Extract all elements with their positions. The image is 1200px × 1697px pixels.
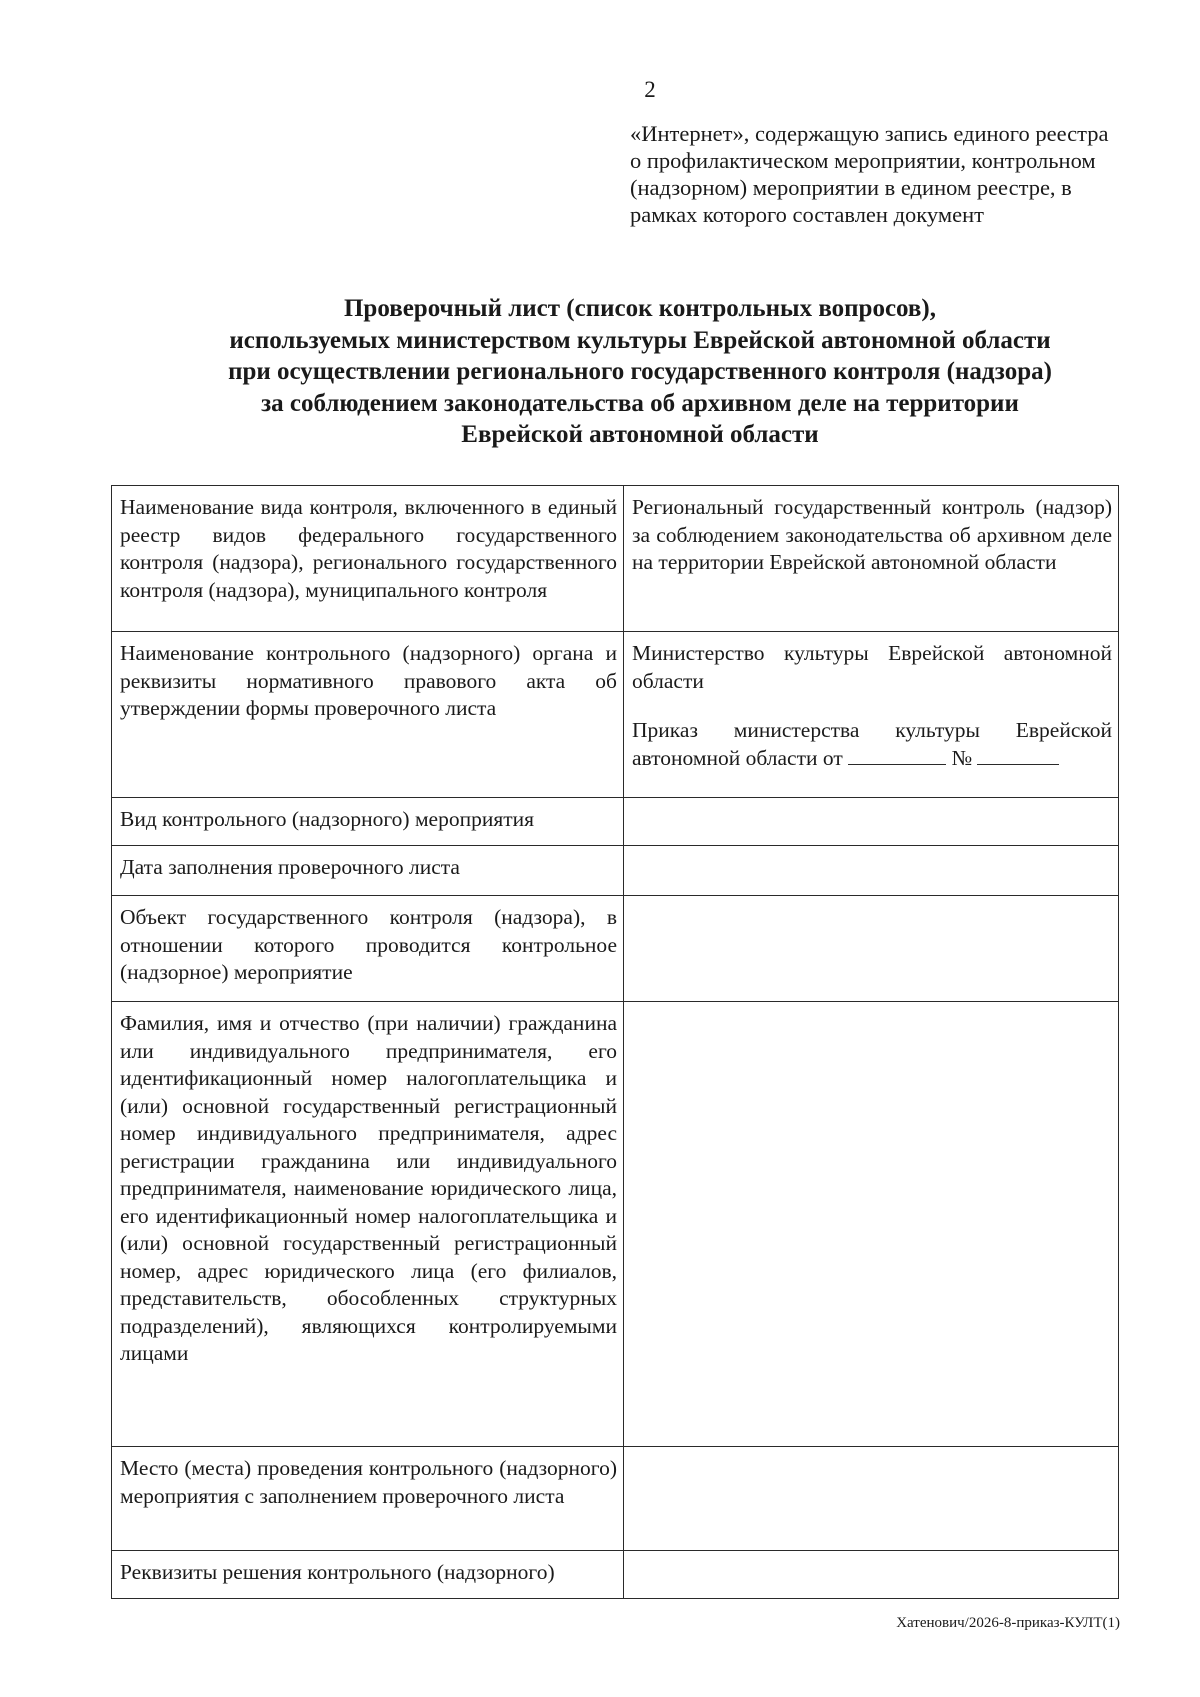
order-text: Приказ министерства культуры Еврейской автономной области от bbox=[632, 718, 1112, 770]
row-label-control-object: Объект государственного контроля (надзора), в отношении которого проводится контрольное (надзорное) мероприятие bbox=[112, 896, 624, 1002]
row-label-fill-date: Дата заполнения проверочного листа bbox=[112, 846, 624, 896]
footer-document-code: Хатенович/2026-8-приказ-КУЛТ(1) bbox=[896, 1615, 1120, 1631]
row-value-control-type: Региональный государственный контроль (надзор) за соблюдением законодательства об архивном деле на территории Еврейской автономной области bbox=[624, 486, 1119, 632]
row-label-event-type: Вид контрольного (надзорного) мероприятия bbox=[112, 798, 624, 846]
row-label-decision-details: Реквизиты решения контрольного (надзорного) bbox=[112, 1551, 624, 1599]
table-row bbox=[112, 632, 1119, 798]
row-value-event-place bbox=[624, 1447, 1119, 1551]
checklist-table bbox=[111, 485, 1119, 1599]
row-value-fill-date bbox=[624, 846, 1119, 896]
table-row bbox=[112, 846, 1119, 896]
row-value-controlled-person bbox=[624, 1002, 1119, 1447]
title-line: при осуществлении регионального государственного контроля (надзора) bbox=[228, 358, 1052, 385]
document-title bbox=[140, 293, 1140, 451]
order-number-sign: № bbox=[951, 745, 972, 770]
table-row bbox=[112, 1551, 1119, 1599]
row-label-authority: Наименование контрольного (надзорного) органа и реквизиты нормативного правового акта об утверждении формы проверочного листа bbox=[112, 632, 624, 798]
title-line: Проверочный лист (список контрольных вопросов), bbox=[343, 295, 937, 322]
table-row bbox=[112, 798, 1119, 846]
page-number: 2 bbox=[644, 77, 656, 102]
table-row bbox=[112, 486, 1119, 632]
row-value-control-object bbox=[624, 896, 1119, 1002]
order-reference bbox=[632, 717, 1112, 772]
heading-note: «Интернет», содержащую запись единого реестра о профилактическом мероприятии, контрольном (надзорном) мероприятии в едином реестре, в рамках которого составлен документ bbox=[630, 121, 1109, 227]
row-value-event-type bbox=[624, 798, 1119, 846]
order-number-blank bbox=[977, 746, 1059, 765]
table-row bbox=[112, 896, 1119, 1002]
row-label-controlled-person: Фамилия, имя и отчество (при наличии) гражданина или индивидуального предпринимателя, его идентификационный номер налогоплательщика и (или) основной государственный регистрационный номер индивидуального предпринимателя, адрес регистрации гражданина или индивидуального предпринимателя, наименование юридического лица, его идентификационный номер налогоплательщика и (или) основной государственный регистрационный номер, адрес юридического лица (его филиалов, представительств, обособленных структурных подразделений), являющихся контролируемыми лицами bbox=[112, 1002, 624, 1447]
row-value-decision-details bbox=[624, 1551, 1119, 1599]
title-line: Еврейской автономной области bbox=[461, 421, 819, 448]
row-label-control-type: Наименование вида контроля, включенного в единый реестр видов федерального государственного контроля (надзора), регионального государственного контроля (надзора), муниципального контроля bbox=[112, 486, 624, 632]
title-line: используемых министерством культуры Еврейской автономной области bbox=[229, 326, 1051, 354]
table-row bbox=[112, 1447, 1119, 1551]
authority-name: Министерство культуры Еврейской автономной области bbox=[632, 641, 1112, 693]
order-date-blank bbox=[848, 746, 946, 765]
row-label-event-place: Место (места) проведения контрольного (надзорного) мероприятия с заполнением проверочного листа bbox=[112, 1447, 624, 1551]
title-line: за соблюдением законодательства об архивном деле на территории bbox=[261, 389, 1019, 417]
table-row bbox=[112, 1002, 1119, 1447]
row-value-authority bbox=[624, 632, 1119, 798]
